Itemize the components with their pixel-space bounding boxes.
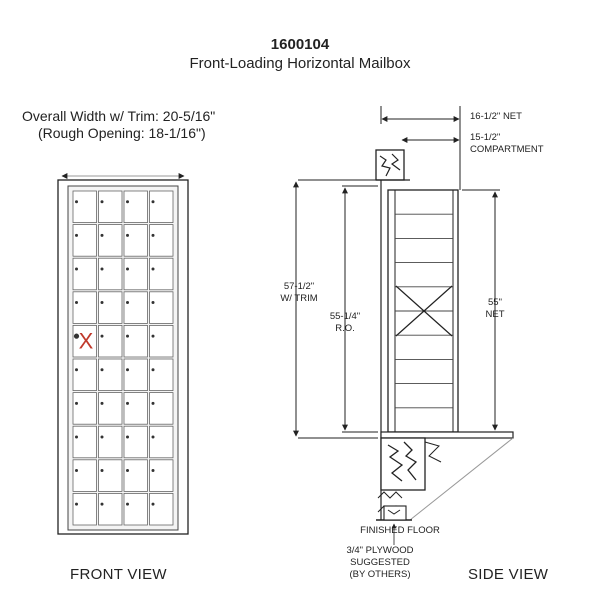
plywood-label-2: SUGGESTED xyxy=(350,557,410,568)
mailbox-door xyxy=(99,359,123,391)
mailbox-door xyxy=(124,258,148,290)
door-lock-icon xyxy=(126,402,129,405)
side-view-label: SIDE VIEW xyxy=(468,566,549,583)
door-lock-icon xyxy=(75,469,78,472)
door-lock-icon xyxy=(75,368,78,371)
mailbox-door xyxy=(99,325,123,357)
mailbox-door xyxy=(150,460,174,492)
mailbox-door xyxy=(150,393,174,425)
door-lock-icon xyxy=(126,435,129,438)
door-lock-icon xyxy=(101,402,104,405)
mailbox-door xyxy=(73,292,97,324)
door-lock-icon xyxy=(152,469,155,472)
mailbox-door xyxy=(73,225,97,257)
front-view-drawing xyxy=(58,176,188,534)
height-trim-unit: W/ TRIM xyxy=(280,293,318,304)
mailbox-door xyxy=(99,258,123,290)
door-lock-icon xyxy=(101,267,104,270)
door-lock-icon xyxy=(126,200,129,203)
door-lock-icon xyxy=(101,200,104,203)
mailbox-door xyxy=(99,393,123,425)
door-lock-icon xyxy=(126,301,129,304)
door-lock-icon xyxy=(75,402,78,405)
mailbox-door xyxy=(124,359,148,391)
sill-ledge xyxy=(381,432,513,438)
model-number: 1600104 xyxy=(270,36,330,53)
door-lock-icon xyxy=(101,503,104,506)
marked-door-x: X xyxy=(78,328,94,354)
mailbox-door xyxy=(99,493,123,525)
door-lock-icon xyxy=(126,368,129,371)
door-lock-icon xyxy=(152,234,155,237)
mailbox-door xyxy=(124,325,148,357)
mailbox-door xyxy=(124,393,148,425)
door-lock-icon xyxy=(75,435,78,438)
mailbox-door xyxy=(73,493,97,525)
depth-net-label: 16-1/2" NET xyxy=(470,111,522,122)
rough-opening-label: (Rough Opening: 18-1/16") xyxy=(38,125,206,141)
door-lock-icon xyxy=(126,469,129,472)
compartment-depth-unit: COMPARTMENT xyxy=(470,144,544,155)
rough-opening-height-value: 55-1/4" xyxy=(329,311,361,322)
compartment-depth-value: 15-1/2" xyxy=(470,132,501,143)
mailbox-door xyxy=(73,426,97,458)
mailbox-door xyxy=(124,292,148,324)
door-lock-icon xyxy=(75,267,78,270)
door-lock-icon xyxy=(152,267,155,270)
mailbox-door xyxy=(150,359,174,391)
door-lock-icon xyxy=(126,267,129,270)
mailbox-door xyxy=(124,191,148,223)
door-lock-icon xyxy=(126,503,129,506)
mailbox-door xyxy=(99,225,123,257)
mailbox-door xyxy=(99,191,123,223)
mailbox-door xyxy=(150,191,174,223)
mailbox-door xyxy=(73,191,97,223)
door-lock-icon xyxy=(75,301,78,304)
door-lock-icon xyxy=(75,200,78,203)
door-lock-icon xyxy=(126,234,129,237)
mailbox-door xyxy=(73,393,97,425)
product-name: Front-Loading Horizontal Mailbox xyxy=(189,55,411,72)
door-lock-icon xyxy=(101,469,104,472)
rough-opening-height-unit: R.O. xyxy=(335,323,355,334)
mailbox-door xyxy=(73,460,97,492)
overall-width-label: Overall Width w/ Trim: 20-5/16" xyxy=(22,108,216,124)
mailbox-door xyxy=(124,426,148,458)
mailbox-door xyxy=(73,258,97,290)
height-trim-value: 57-1/2" xyxy=(283,281,315,292)
plywood-label-3: (BY OTHERS) xyxy=(349,569,411,580)
mailbox-door xyxy=(150,292,174,324)
door-lock-icon xyxy=(152,435,155,438)
mailbox-door xyxy=(73,359,97,391)
door-lock-icon xyxy=(152,335,155,338)
mailbox-door xyxy=(124,460,148,492)
mailbox-door xyxy=(99,426,123,458)
door-lock-icon xyxy=(101,301,104,304)
door-lock-icon xyxy=(152,503,155,506)
side-view-drawing xyxy=(296,106,513,545)
door-lock-icon xyxy=(75,234,78,237)
door-lock-icon xyxy=(101,435,104,438)
front-view-label: FRONT VIEW xyxy=(70,566,167,583)
mailbox-door xyxy=(99,292,123,324)
mailbox-door xyxy=(124,493,148,525)
mailbox-door xyxy=(124,225,148,257)
door-lock-icon xyxy=(126,335,129,338)
mailbox-door xyxy=(150,258,174,290)
door-lock-icon xyxy=(101,368,104,371)
mailbox-door xyxy=(150,325,174,357)
mailbox-door xyxy=(150,426,174,458)
net-height-value: 55" xyxy=(488,297,502,308)
plywood-label-1: 3/4" PLYWOOD xyxy=(346,545,414,556)
door-lock-icon xyxy=(152,402,155,405)
door-lock-icon xyxy=(152,368,155,371)
mailbox-door xyxy=(150,493,174,525)
mailbox-door xyxy=(150,225,174,257)
door-lock-icon xyxy=(75,503,78,506)
mailbox-door xyxy=(99,460,123,492)
door-lock-icon xyxy=(101,335,104,338)
net-height-unit: NET xyxy=(485,309,505,320)
door-lock-icon xyxy=(152,301,155,304)
door-lock-icon xyxy=(101,234,104,237)
finished-floor-label: FINISHED FLOOR xyxy=(360,525,440,536)
top-header-block xyxy=(376,150,404,180)
door-lock-icon xyxy=(152,200,155,203)
lower-framing-block xyxy=(381,438,425,490)
